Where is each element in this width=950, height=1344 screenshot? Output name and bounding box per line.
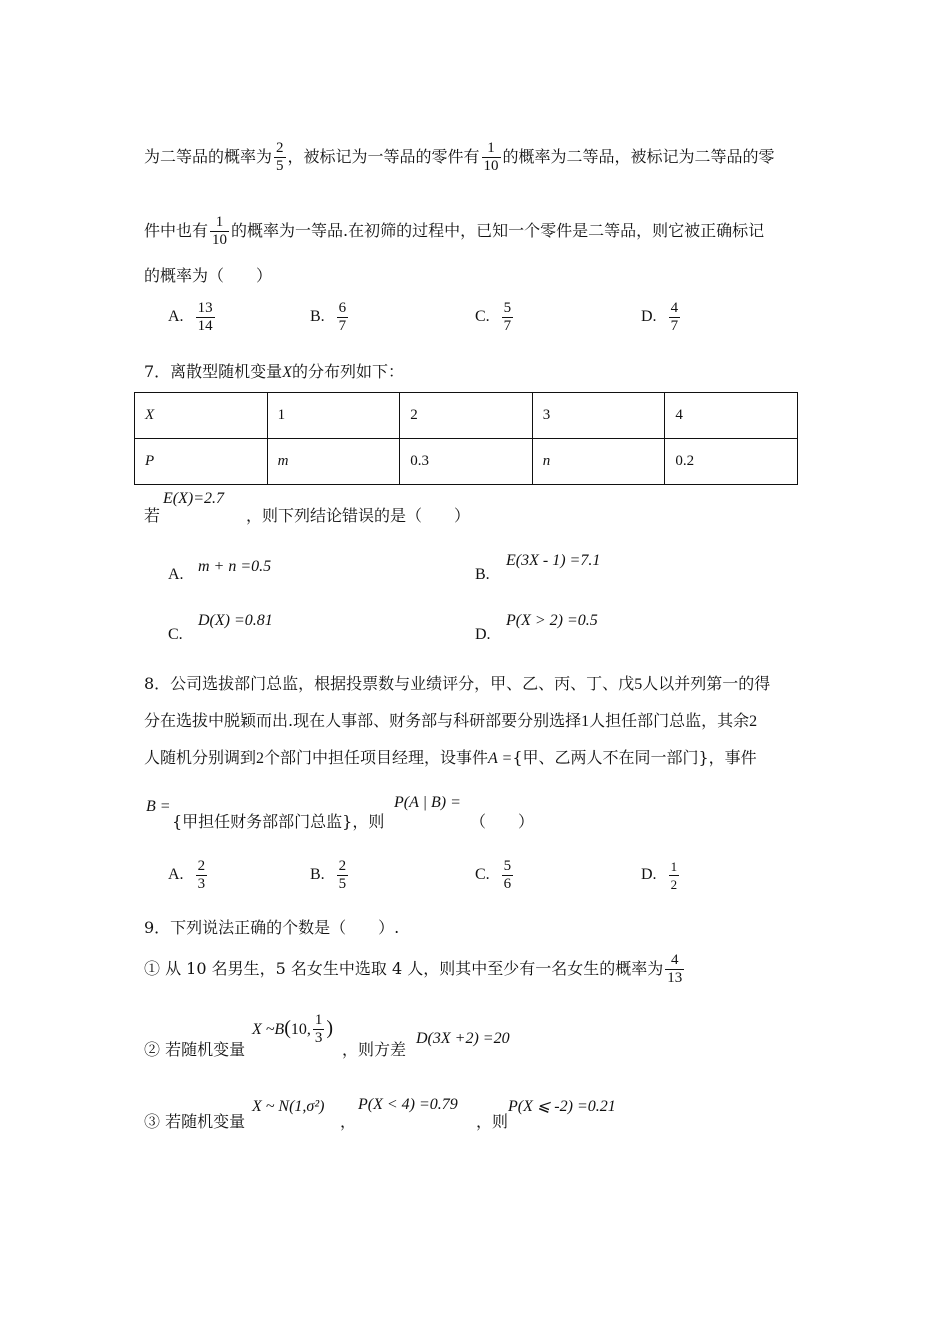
table-cell: P [135,439,268,485]
table-cell: m [267,439,400,485]
q6-line2 [144,214,764,249]
fraction [482,140,501,175]
option-label: C. [475,866,490,884]
numerator: 1 [314,1012,323,1028]
numerator: 13 [197,300,213,316]
q7-option-b-label[interactable]: B. [475,566,490,583]
q9-stem: 9．下列说法正确的个数是（ ）. [144,918,400,937]
variable-x: X [282,364,292,381]
fraction [196,300,215,335]
number: 2 [749,713,758,730]
fraction [196,858,208,893]
table-cell: 2 [400,393,533,439]
table-row [135,393,798,439]
q8-text: 8．公司选拔部门总监，根据投票数与业绩评分，甲、乙、丙、丁、戊 [144,674,635,693]
q8-line4: {甲担任财务部部门总监}，则 [172,812,385,831]
fraction [210,214,229,249]
q8-line1 [144,674,770,695]
q7-condition-prefix: 若 [144,506,161,525]
q6-option-b[interactable] [310,300,350,335]
numerator: 2 [338,858,347,874]
number: 2 [256,750,265,767]
left-paren: ( [284,1017,291,1039]
numerator: 5 [503,300,512,316]
fraction [337,858,349,893]
q6-text: 的概率为一等品.在初筛的过程中，已知一个零件是二等品，则它被正确标记 [231,221,765,240]
table-cell: 1 [267,393,400,439]
q8-answer-paren: （ ） [470,812,535,831]
numerator: 5 [503,858,512,874]
q8-option-b[interactable] [310,858,350,893]
q8-line2 [144,711,757,732]
table-cell: n [532,439,665,485]
q9-statement-3-then: ，则 [476,1112,509,1131]
q6-text: 件中也有 [144,221,209,240]
numerator: 2 [197,858,206,874]
q6-text: ，被标记为一等品的零件有 [287,147,480,166]
denominator: 6 [503,876,512,892]
fraction [502,858,514,893]
numerator: 1 [487,140,495,156]
denominator: 7 [503,318,512,334]
distribution-table [134,392,798,485]
fraction [274,140,286,175]
q6-option-d[interactable] [641,300,682,335]
option-label: A. [168,308,184,326]
denominator: 10 [212,232,228,248]
number: 1 [581,713,590,730]
q6-text: 的概率为二等品，被标记为二等品的零 [502,147,775,166]
numerator: 1 [215,214,224,230]
q6-line3: 的概率为（ ） [144,266,273,285]
q9-variance: D(3X +2) =20 [416,1030,510,1047]
numerator: 4 [670,300,679,316]
denominator: 3 [314,1030,323,1046]
q9-statement-3-comma: ， [340,1112,357,1131]
numerator: 2 [276,140,284,156]
table-row [135,439,798,485]
numerator: 1 [670,859,678,874]
denominator: 3 [197,876,206,892]
q8-option-d[interactable] [641,858,681,893]
q9-prob-2: P(X ⩽ -2) =0.21 [508,1098,616,1115]
option-label: A. [168,866,184,884]
fraction [502,300,514,335]
table-cell: 0.2 [665,439,798,485]
q9-statement-2-mid: ，则方差 [342,1040,407,1059]
q9-statement-3-prefix: ③ 若随机变量 [144,1112,246,1131]
option-label: B. [310,308,325,326]
q8-text: {甲、乙两人不在同一部门}，事件 [512,748,757,767]
q9-statement-1 [144,952,686,987]
q8-text: 人以并列第一的得 [642,674,771,693]
option-label: D. [641,866,657,884]
q8-option-a[interactable] [168,858,209,893]
table-cell: 4 [665,393,798,439]
q8-line3 [144,748,757,769]
denominator: 7 [338,318,347,334]
q9-binomial [252,1012,333,1047]
number: 5 [634,676,643,693]
q6-text: 为二等品的概率为 [144,147,273,166]
numerator: 6 [338,300,347,316]
option-label: B. [310,866,325,884]
q7-option-a-expr: m + n =0.5 [198,558,272,575]
event-b: B = [146,798,171,815]
denominator: 14 [197,318,213,334]
fraction [669,300,681,335]
q8-text: 个部门中担任项目经理，设事件 [264,748,489,767]
q9-text: ① 从 10 名男生，5 名女生中选取 4 人，则其中至少有一名女生的概率为 [144,959,664,978]
event-a: A = [488,750,513,767]
binomial-dist: X ~B [252,1021,285,1038]
q6-option-c[interactable] [475,300,515,335]
right-paren: ) [326,1017,334,1039]
table-cell: 0.3 [400,439,533,485]
q7-option-d-label[interactable]: D. [475,626,491,643]
option-label: D. [641,308,657,326]
denominator: 5 [276,158,284,174]
q8-option-c[interactable] [475,858,515,893]
fraction [337,300,349,335]
table-cell: 3 [532,393,665,439]
denominator: 13 [667,970,683,986]
fraction [665,952,684,987]
q9-statement-2-prefix: ② 若随机变量 [144,1040,246,1059]
q7-option-a-label[interactable]: A. [168,566,184,583]
fraction [669,858,680,893]
q7-option-c-label[interactable]: C. [168,626,183,643]
q7-text: 7．离散型随机变量 [144,362,283,381]
table-cell: X [135,393,268,439]
denominator: 2 [670,877,678,892]
q7-stem [144,362,404,383]
denominator: 7 [670,318,679,334]
q8-text: 人担任部门总监，其余 [589,711,750,730]
q6-option-a[interactable] [168,300,217,335]
q8-probability: P(A | B) = [394,794,461,811]
q8-text: 分在选拔中脱颖而出.现在人事部、财务部与科研部要分别选择 [144,711,582,730]
q8-text: 人随机分别调到 [144,748,257,767]
q9-prob-1: P(X < 4) =0.79 [358,1096,458,1113]
binomial-n: 10, [290,1021,311,1038]
q7-text: 的分布列如下： [291,362,404,381]
numerator: 4 [671,952,679,968]
q7-condition-suffix: ，则下列结论错误的是（ ） [246,506,471,525]
q6-line1 [144,140,775,175]
option-label: C. [475,308,490,326]
denominator: 5 [338,876,347,892]
q9-normal-dist: X ~ N(1,σ²) [252,1098,325,1115]
q7-option-c-expr: D(X) =0.81 [198,612,273,629]
q7-option-d-expr: P(X > 2) =0.5 [506,612,598,629]
fraction [313,1012,325,1047]
q7-option-b-expr: E(3X - 1) =7.1 [506,552,601,569]
q7-condition-math: E(X)=2.7 [163,490,224,507]
denominator: 10 [483,158,499,174]
